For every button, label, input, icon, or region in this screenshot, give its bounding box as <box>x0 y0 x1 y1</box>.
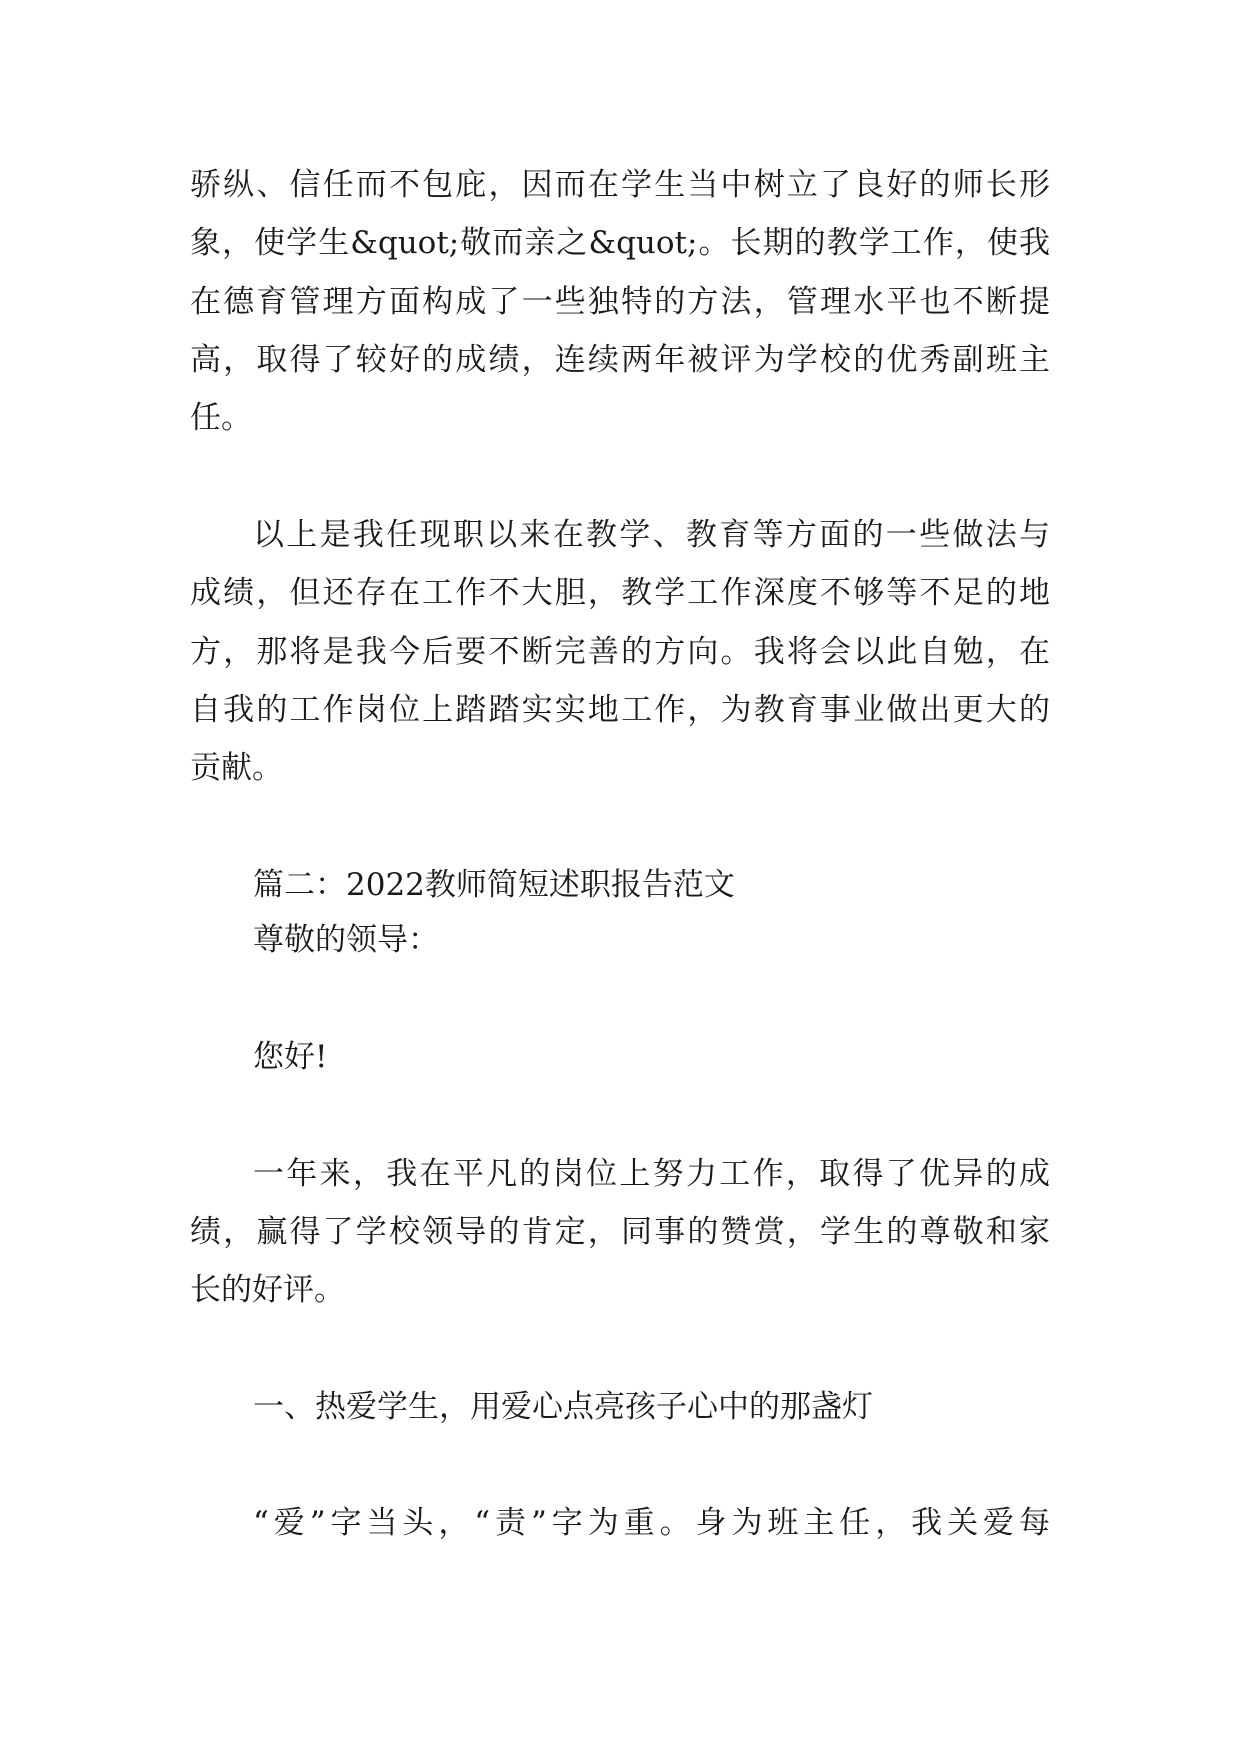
paragraph-2-line-2: 成绩，但还存在工作不大胆，教学工作深度不够等不足的地 <box>190 575 1050 611</box>
paragraph-2-line-3: 方，那将是我今后要不断完善的方向。我将会以此自勉，在 <box>190 634 1050 670</box>
salutation: 尊敬的领导： <box>253 922 439 958</box>
section-1-title: 一、热爱学生，用爱心点亮孩子心中的那盏灯 <box>253 1389 873 1425</box>
paragraph-1-line-3: 在德育管理方面构成了一些独特的方法，管理水平也不断提 <box>190 284 1050 320</box>
paragraph-4-line-1: “爱”字当头，“责”字为重。身为班主任，我关爱每 <box>253 1505 1050 1541</box>
paragraph-1-line-5: 任。 <box>190 400 252 436</box>
paragraph-1-line-2: 象，使学生&quot;敬而亲之&quot;。长期的教学工作，使我 <box>190 225 1050 261</box>
paragraph-1-line-4: 高，取得了较好的成绩，连续两年被评为学校的优秀副班主 <box>190 342 1050 378</box>
paragraph-1-line-1: 骄纵、信任而不包庇，因而在学生当中树立了良好的师长形 <box>190 167 1050 203</box>
paragraph-2-line-4: 自我的工作岗位上踏踏实实地工作，为教育事业做出更大的 <box>190 692 1050 728</box>
paragraph-3-line-1: 一年来，我在平凡的岗位上努力工作，取得了优异的成 <box>253 1156 1050 1192</box>
paragraph-3-line-3: 长的好评。 <box>190 1272 345 1308</box>
greeting: 您好! <box>253 1039 328 1075</box>
paragraph-2-line-5: 贡献。 <box>190 750 283 786</box>
paragraph-3-line-2: 绩，赢得了学校领导的肯定，同事的赞赏，学生的尊敬和家 <box>190 1214 1050 1250</box>
paragraph-2-line-1: 以上是我任现职以来在教学、教育等方面的一些做法与 <box>253 517 1050 553</box>
section-heading: 篇二：2022教师简短述职报告范文 <box>253 867 735 903</box>
